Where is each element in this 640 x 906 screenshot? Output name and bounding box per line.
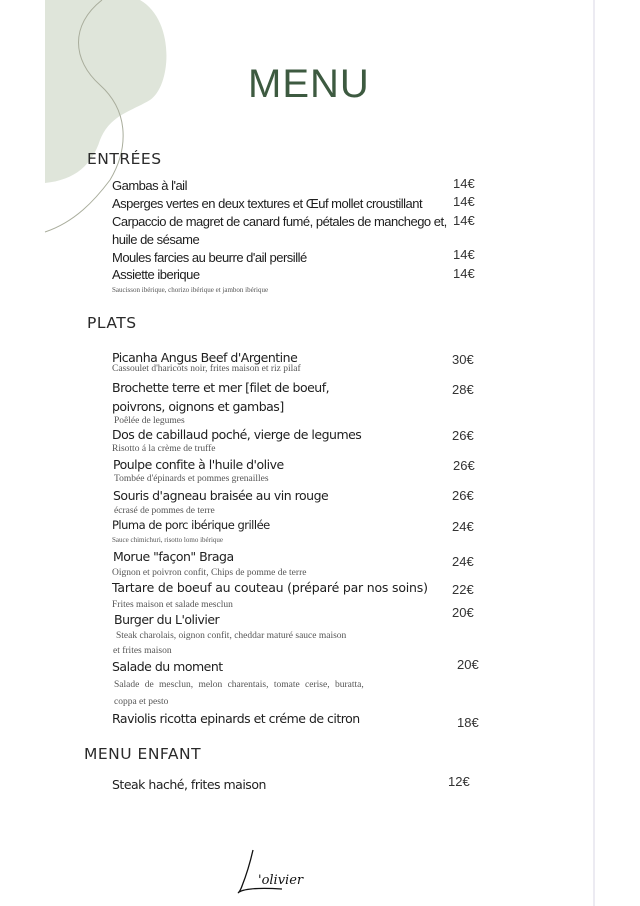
- menu-item-desc: Oignon et poivron confit, Chips de pomme de terre: [112, 568, 307, 578]
- menu-item-price: 14€: [453, 213, 475, 228]
- menu-item-price: 30€: [452, 352, 474, 367]
- menu-item-desc: Risotto á la crème de truffe: [112, 444, 216, 454]
- menu-item-price: 12€: [448, 774, 470, 789]
- page-edge: [593, 0, 595, 906]
- menu-item-name: Asperges vertes en deux textures et Œuf mollet croustillant: [112, 196, 423, 211]
- menu-item-name-cont: huile de sésame: [112, 232, 200, 247]
- menu-item-name: Tartare de boeuf au couteau (préparé par nos soins): [112, 580, 428, 595]
- menu-item-desc: écrasé de pommes de terre: [114, 506, 215, 516]
- menu-item-name: Burger du L'olivier: [114, 612, 220, 627]
- page-title: MENU: [248, 62, 370, 106]
- section-heading-entrees: ENTRÉES: [87, 150, 162, 168]
- menu-item-price: 24€: [452, 554, 474, 569]
- menu-item-desc: Saucisson ibérique, chorizo ibérique et jambon ibérique: [112, 286, 269, 294]
- menu-item-desc: Salade de mesclun, melon charentais, tomate cerise, buratta,: [114, 680, 364, 690]
- menu-item-name: Carpaccio de magret de canard fumé, pétales de manchego et,: [112, 214, 447, 229]
- menu-item-price: 26€: [452, 488, 474, 503]
- menu-item-name: Moules farcies au beurre d'ail persillé: [112, 250, 307, 265]
- menu-item-price: 14€: [453, 176, 475, 191]
- menu-item-desc: Steak charolais, oignon confit, cheddar maturé sauce maison: [116, 631, 347, 641]
- menu-item-name: Morue "façon" Braga: [113, 549, 234, 564]
- menu-item-name: Pluma de porc ibérique grillée: [112, 518, 270, 532]
- olivier-logo: [236, 848, 326, 898]
- section-heading-plats: PLATS: [87, 314, 137, 332]
- svg-text:'olivier: 'olivier: [258, 873, 304, 888]
- menu-item-price: 18€: [457, 715, 479, 730]
- menu-item-name: Dos de cabillaud poché, vierge de legumes: [112, 427, 362, 442]
- menu-item-name-cont: poivrons, oignons et gambas]: [112, 399, 284, 414]
- menu-item-desc-cont: coppa et pesto: [114, 697, 169, 707]
- menu-item-price: 20€: [457, 657, 479, 672]
- menu-item-price: 14€: [453, 194, 475, 209]
- section-heading-enfant: MENU ENFANT: [84, 745, 202, 763]
- menu-item-name: Poulpe confite à l'huile d'olive: [113, 457, 284, 472]
- menu-item-name: Souris d'agneau braisée au vin rouge: [113, 488, 329, 503]
- menu-item-price: 26€: [453, 458, 475, 473]
- menu-item-desc: Cassoulet d'haricots noir, frites maison et riz pilaf: [112, 364, 301, 374]
- menu-item-desc: Poêlée de legumes: [114, 416, 185, 426]
- menu-item-name: Picanha Angus Beef d'Argentine: [112, 350, 298, 365]
- menu-item-price: 28€: [452, 382, 474, 397]
- menu-item-name: Salade du moment: [112, 659, 223, 674]
- menu-item-price: 14€: [453, 247, 475, 262]
- menu-item-name: Steak haché, frites maison: [112, 777, 266, 792]
- menu-item-price: 24€: [452, 519, 474, 534]
- menu-item-desc: Frites maison et salade mesclun: [112, 600, 233, 610]
- menu-item-price: 14€: [453, 266, 475, 281]
- menu-item-name: Raviolis ricotta epinards et créme de citron: [112, 711, 360, 726]
- menu-item-desc-cont: et frites maison: [113, 646, 172, 656]
- menu-item-desc: Sauce chimichuri, risotto lomo ibérique: [112, 536, 224, 544]
- menu-item-desc: Tombée d'épinards et pommes grenailles: [114, 474, 269, 484]
- menu-item-name: Brochette terre et mer [filet de boeuf,: [112, 380, 330, 395]
- menu-item-name: Assiette iberique: [112, 267, 200, 282]
- menu-item-price: 20€: [452, 605, 474, 620]
- menu-item-name: Gambas à l'ail: [112, 178, 187, 193]
- menu-item-price: 26€: [452, 428, 474, 443]
- menu-item-price: 22€: [452, 582, 474, 597]
